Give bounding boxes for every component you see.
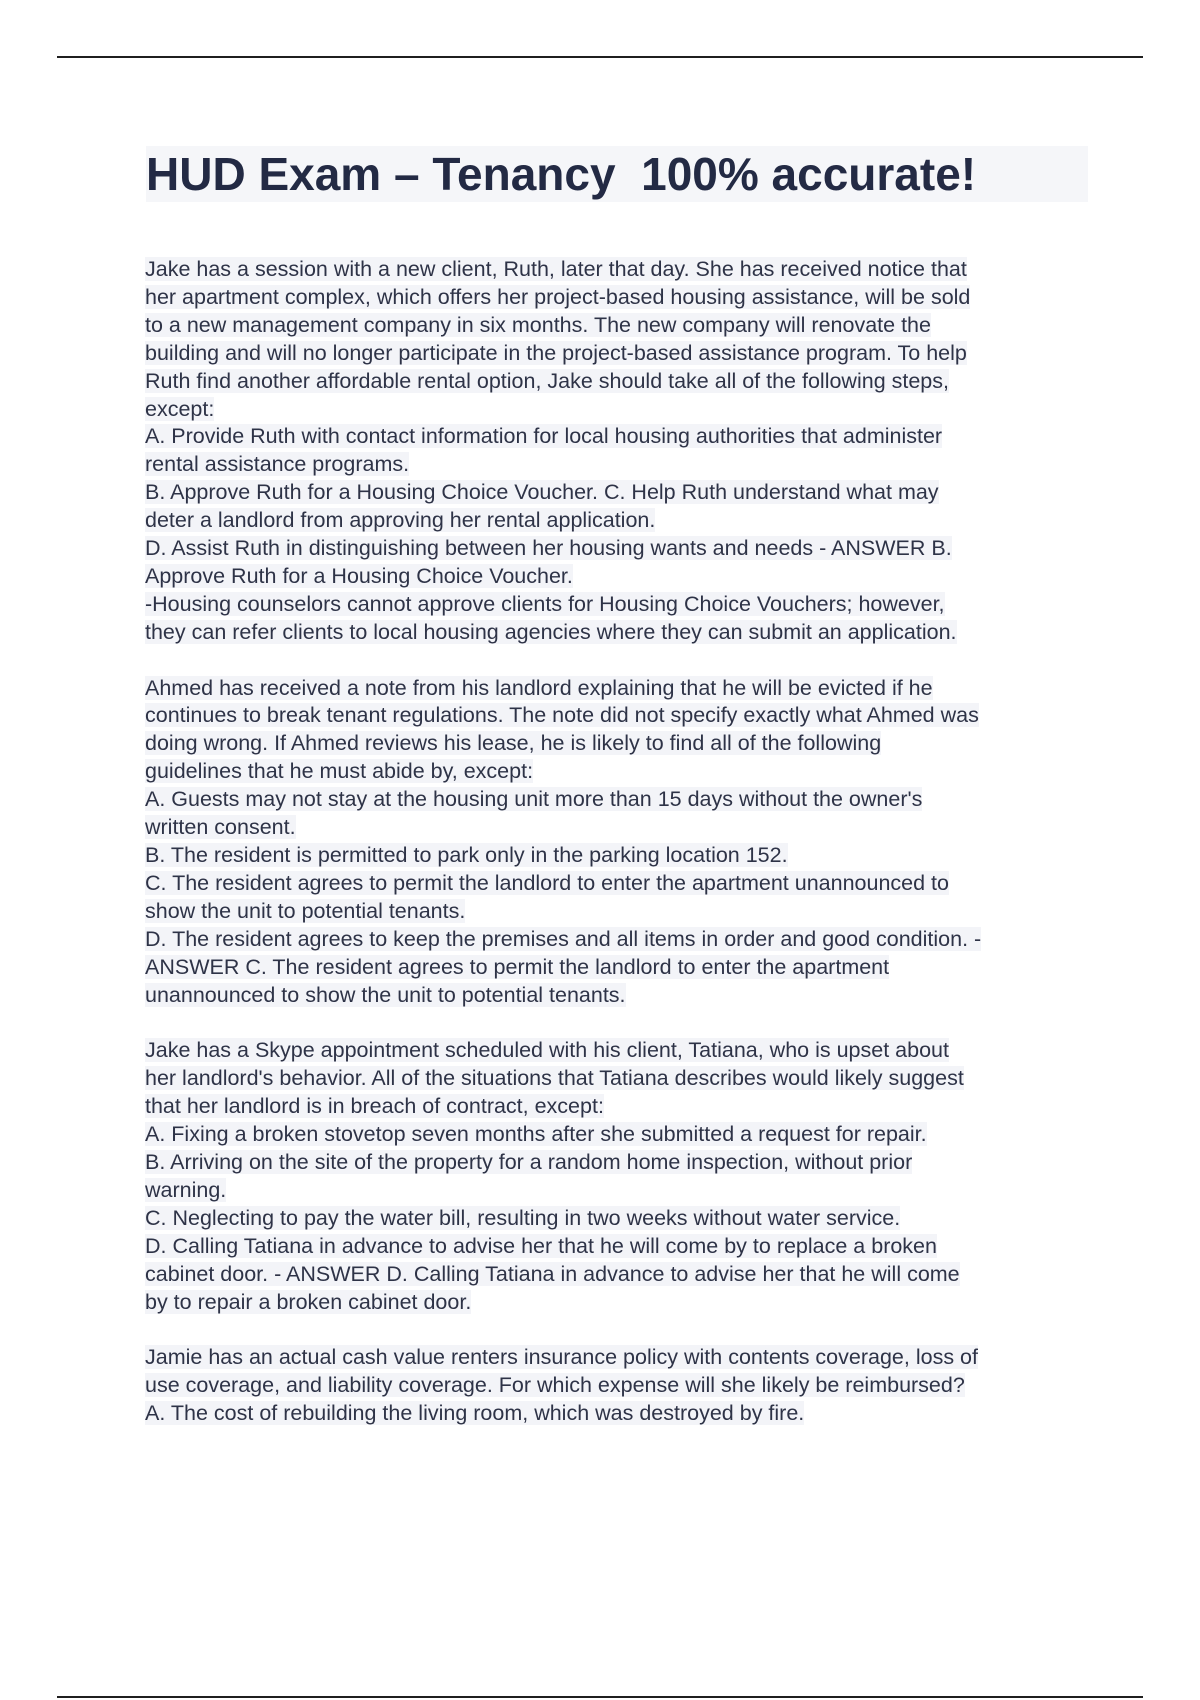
text-line-content: A. The cost of rebuilding the living room, which was destroyed by fire. — [145, 1401, 805, 1426]
text-line-content: except: — [145, 396, 215, 421]
text-line — [145, 1149, 1095, 1177]
text-line — [145, 1400, 1095, 1428]
text-line — [145, 368, 1095, 396]
text-line-content: rental assistance programs. — [145, 452, 410, 477]
text-line — [145, 1344, 1095, 1372]
text-line — [145, 340, 1095, 368]
text-line-content: to a new management company in six months. The new company will renovate the — [145, 312, 931, 337]
text-line — [145, 702, 1095, 730]
text-line — [145, 1037, 1095, 1065]
text-line-content: deter a landlord from approving her rental application. — [145, 508, 656, 533]
text-line — [145, 507, 1095, 535]
page-title: HUD Exam – Tenancy 100% accurate! — [146, 146, 1088, 202]
text-line-content: A. Guests may not stay at the housing unit more than 15 days without the owner's — [145, 787, 923, 812]
text-line-content: B. Approve Ruth for a Housing Choice Voucher. C. Help Ruth understand what may — [145, 480, 939, 505]
text-line — [145, 814, 1095, 842]
text-line — [145, 479, 1095, 507]
text-line — [145, 423, 1095, 451]
text-line — [145, 786, 1095, 814]
text-line — [145, 675, 1095, 703]
text-line-content: ANSWER C. The resident agrees to permit the landlord to enter the apartment — [145, 954, 890, 979]
text-line — [145, 1177, 1095, 1205]
text-line-content: by to repair a broken cabinet door. — [145, 1289, 472, 1314]
paragraph-gap — [145, 647, 1095, 675]
text-line-content: they can refer clients to local housing agencies where they can submit an application. — [145, 619, 957, 644]
text-line — [145, 954, 1095, 982]
text-line-content: D. The resident agrees to keep the premises and all items in order and good condition. - — [145, 926, 982, 951]
text-line-content: her apartment complex, which offers her project-based housing assistance, will be sold — [145, 284, 971, 309]
text-line-content: D. Calling Tatiana in advance to advise her that he will come by to replace a broken — [145, 1233, 937, 1258]
text-line-content: her landlord's behavior. All of the situations that Tatiana describes would likely suggest — [145, 1066, 964, 1091]
text-line-content: Jamie has an actual cash value renters insurance policy with contents coverage, loss of — [145, 1345, 978, 1370]
text-line — [145, 1205, 1095, 1233]
text-line-content: building and will no longer participate in the project-based assistance program. To help — [145, 340, 967, 365]
text-line — [145, 758, 1095, 786]
text-line-content: A. Provide Ruth with contact information for local housing authorities that administer — [145, 424, 943, 449]
bottom-rule — [57, 1696, 1143, 1698]
text-line — [145, 396, 1095, 424]
question-block — [145, 1344, 1095, 1428]
text-line — [145, 1372, 1095, 1400]
text-line — [145, 1065, 1095, 1093]
text-line — [145, 842, 1095, 870]
text-line — [145, 982, 1095, 1010]
text-line-content: that her landlord is in breach of contract, except: — [145, 1094, 604, 1119]
text-line — [145, 256, 1095, 284]
text-line — [145, 591, 1095, 619]
text-line-content: A. Fixing a broken stovetop seven months after she submitted a request for repair. — [145, 1122, 927, 1147]
text-line-content: continues to break tenant regulations. The note did not specify exactly what Ahmed was — [145, 703, 979, 728]
text-line — [145, 1289, 1095, 1317]
text-line-content: C. The resident agrees to permit the landlord to enter the apartment unannounced to — [145, 870, 949, 895]
text-line-content: doing wrong. If Ahmed reviews his lease, he is likely to find all of the following — [145, 731, 882, 756]
question-block — [145, 1037, 1095, 1316]
text-line-content: guidelines that he must abide by, except: — [145, 759, 534, 784]
text-line — [145, 1121, 1095, 1149]
text-line — [145, 1233, 1095, 1261]
text-line-content: cabinet door. - ANSWER D. Calling Tatiana in advance to advise her that he will come — [145, 1261, 960, 1286]
text-line — [145, 1093, 1095, 1121]
text-line-content: warning. — [145, 1177, 227, 1202]
text-line-content: use coverage, and liability coverage. For which expense will she likely be reimbursed? — [145, 1373, 965, 1398]
text-line-content: Jake has a Skype appointment scheduled with his client, Tatiana, who is upset about — [145, 1038, 949, 1063]
text-line — [145, 312, 1095, 340]
document-body — [145, 256, 1095, 1428]
text-line — [145, 284, 1095, 312]
text-line — [145, 870, 1095, 898]
text-line-content: unannounced to show the unit to potential tenants. — [145, 982, 626, 1007]
text-line — [145, 563, 1095, 591]
paragraph-gap — [145, 1316, 1095, 1344]
text-line-content: Ahmed has received a note from his landlord explaining that he will be evicted if he — [145, 675, 933, 700]
text-line-content: Approve Ruth for a Housing Choice Voucher. — [145, 563, 573, 588]
text-line — [145, 926, 1095, 954]
text-line — [145, 730, 1095, 758]
text-line-content: B. The resident is permitted to park only in the parking location 152. — [145, 843, 788, 868]
top-rule — [57, 56, 1143, 58]
question-block — [145, 256, 1095, 647]
text-line — [145, 451, 1095, 479]
text-line-content: B. Arriving on the site of the property for a random home inspection, without prior — [145, 1149, 913, 1174]
text-line — [145, 898, 1095, 926]
text-line — [145, 535, 1095, 563]
text-line-content: D. Assist Ruth in distinguishing between her housing wants and needs - ANSWER B. — [145, 536, 952, 561]
question-block — [145, 675, 1095, 1010]
text-line-content: show the unit to potential tenants. — [145, 898, 466, 923]
text-line-content: Jake has a session with a new client, Ruth, later that day. She has received notice that — [145, 257, 967, 281]
text-line-content: written consent. — [145, 815, 296, 840]
text-line — [145, 1261, 1095, 1289]
text-line — [145, 619, 1095, 647]
text-line-content: Ruth find another affordable rental option, Jake should take all of the following steps, — [145, 368, 949, 393]
paragraph-gap — [145, 1009, 1095, 1037]
text-line-content: C. Neglecting to pay the water bill, resulting in two weeks without water service. — [145, 1205, 901, 1230]
text-line-content: -Housing counselors cannot approve clients for Housing Choice Vouchers; however, — [145, 591, 945, 616]
